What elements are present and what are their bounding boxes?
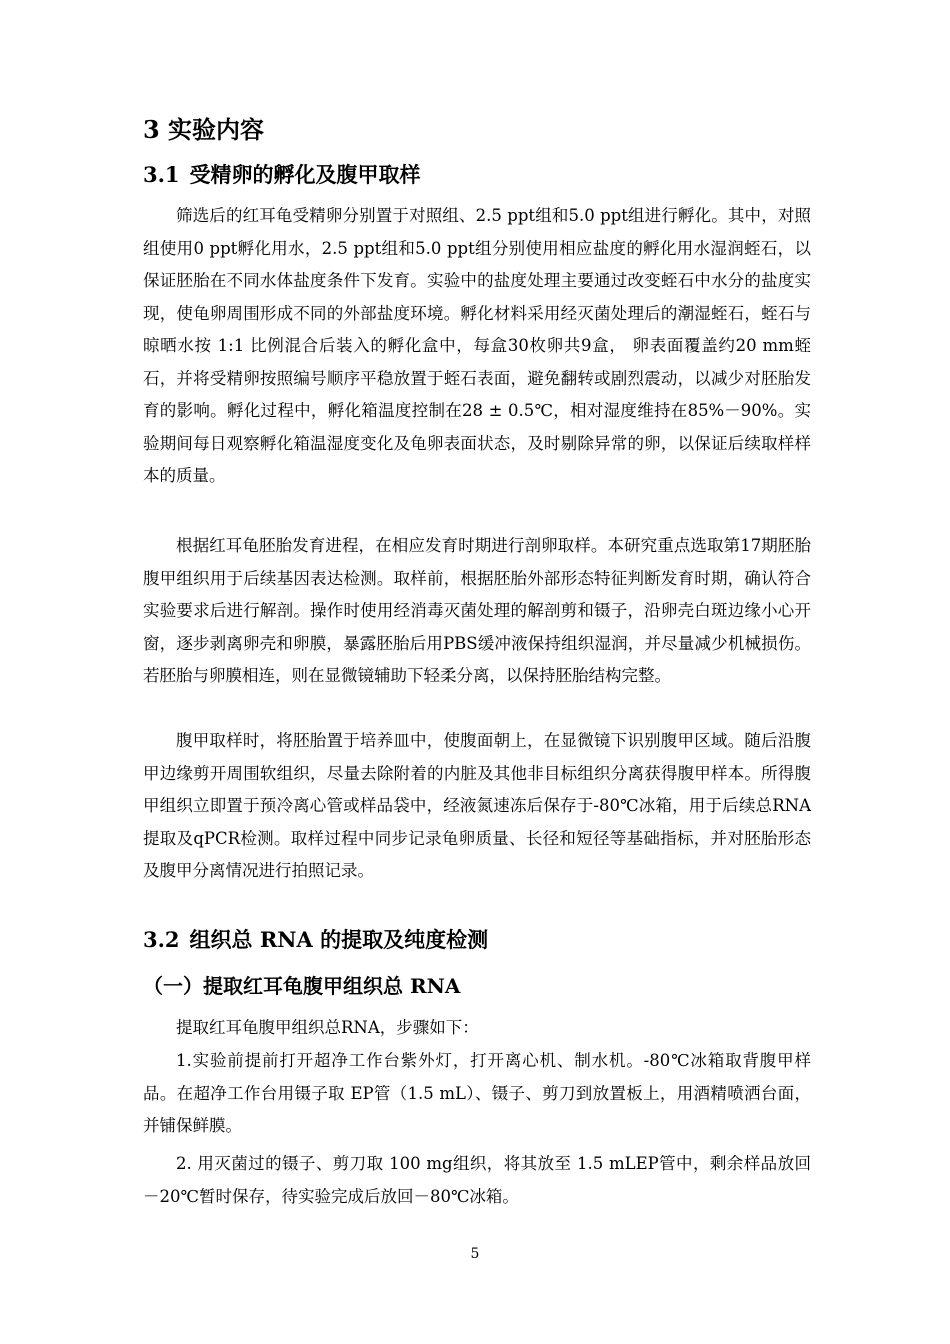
subsection-title: 受精卵的孵化及腹甲取样 (189, 162, 421, 187)
paragraph: 提取红耳龟腹甲组织总RNA，步骤如下： (176, 1018, 479, 1037)
subsection-number: 3.2 (143, 927, 180, 952)
subsection-number: 3.1 (143, 162, 180, 187)
paragraph: 筛选后的红耳龟受精卵分别置于对照组、2.5 ppt组和5.0 ppt组进行孵化。其中，对照组使用0 ppt孵化用水，2.5 ppt组和5.0 ppt组分别使用相应盐度的孵化用水湿润蛭石，以保证胚胎在不同水体盐度条件下发育。实验中的盐度处理主要通过改变蛭石中水分的盐度实现，使龟卵周围形成不同的外部盐度环境。孵化材料采用经灭菌处理后的潮湿蛭石，蛭石与晾晒水按 1:1 比例混合后装入的孵化盒中，每盒30枚卵共9盒， 卵表面覆盖约20 mm蛭石，并将受精卵按照编号顺序平稳放置于蛭石表面，避免翻转或剧烈震动，以减少对胚胎发育的影响。孵化过程中，孵化箱温度控制在28 ± 0.5℃，相对湿度维持在85%－90%。实验期间每日观察孵化箱温湿度变化及龟卵表面状态，及时剔除异常的卵，以保证后续取样样本的质量。 (143, 206, 811, 485)
paragraph: 1.实验前提前打开超净工作台紫外灯，打开离心机、制水机。-80℃冰箱取背腹甲样品。在超净工作台用镊子取 EP管（1.5 mL）、镊子、剪刀到放置板上，用酒精喷洒台面，并铺保鲜膜。 (143, 1051, 811, 1135)
section-heading: 3 实验内容 (143, 115, 265, 144)
paragraph: 根据红耳龟胚胎发育进程，在相应发育时期进行剖卵取样。本研究重点选取第17期胚胎腹甲组织用于后续基因表达检测。取样前，根据胚胎外部形态特征判断发育时期，确认符合实验要求后进行解剖。操作时使用经消毒灭菌处理的解剖剪和镊子，沿卵壳白斑边缘小心开窗，逐步剥离卵壳和卵膜，暴露胚胎后用PBS缓冲液保持组织湿润，并尽量减少机械损伤。若胚胎与卵膜相连，则在显微镜辅助下轻柔分离，以保持胚胎结构完整。 (143, 536, 811, 685)
subsection-heading-3-1 (143, 160, 421, 190)
subsubsection-heading: （一）提取红耳龟腹甲组织总 RNA (143, 974, 461, 998)
subsection-heading-3-2 (143, 925, 488, 955)
paragraph: 2. 用灭菌过的镊子、剪刀取 100 mg组织，将其放至 1.5 mLEP管中，剩余样品放回－20℃暂时保存，待实验完成后放回－80℃冰箱。 (143, 1154, 811, 1206)
subsection-title: 组织总 RNA 的提取及纯度检测 (189, 927, 489, 952)
page-number: 5 (470, 1246, 480, 1262)
paragraph: 腹甲取样时，将胚胎置于培养皿中，使腹面朝上，在显微镜下识别腹甲区域。随后沿腹甲边缘剪开周围软组织，尽量去除附着的内脏及其他非目标组织分离获得腹甲样本。所得腹甲组织立即置于预冷离心管或样品袋中，经液氮速冻后保存于-80℃冰箱，用于后续总RNA提取及qPCR检测。取样过程中同步记录龟卵质量、长径和短径等基础指标，并对胚胎形态及腹甲分离情况进行拍照记录。 (143, 731, 811, 880)
